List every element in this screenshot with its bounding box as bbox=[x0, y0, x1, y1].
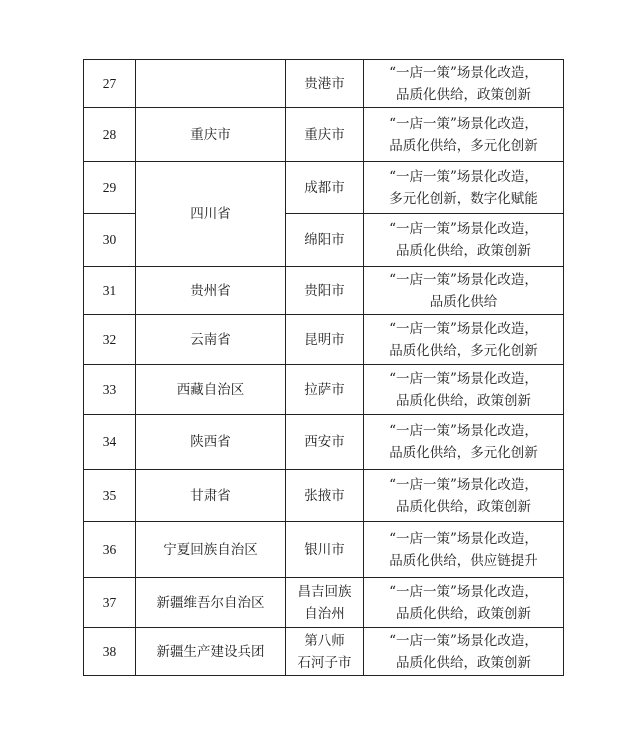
desc-line: “一店一策”场景化改造， bbox=[389, 115, 538, 132]
row-number: 34 bbox=[84, 415, 136, 470]
city-line: 贵港市 bbox=[304, 75, 345, 92]
province-cell bbox=[136, 60, 286, 108]
province-cell: 云南省 bbox=[136, 315, 286, 365]
row-number: 38 bbox=[84, 628, 136, 676]
table-row bbox=[84, 365, 564, 415]
desc-line: 品质化供给，供应链提升 bbox=[389, 552, 538, 569]
row-number: 32 bbox=[84, 315, 136, 365]
row-number: 36 bbox=[84, 522, 136, 578]
table-row bbox=[84, 415, 564, 470]
row-number: 30 bbox=[84, 214, 136, 267]
table-row bbox=[84, 578, 564, 628]
city-line: 昆明市 bbox=[304, 331, 345, 348]
city-cell bbox=[286, 578, 364, 628]
row-number: 35 bbox=[84, 470, 136, 522]
description-cell bbox=[364, 162, 564, 214]
desc-line: 品质化供给 bbox=[429, 293, 498, 310]
desc-line: “一店一策”场景化改造， bbox=[389, 583, 538, 600]
table-row bbox=[84, 267, 564, 315]
description-cell bbox=[364, 214, 564, 267]
city-line: 第八师 bbox=[304, 632, 345, 649]
desc-line: 品质化供给，多元化创新 bbox=[389, 342, 538, 359]
desc-line: “一店一策”场景化改造， bbox=[389, 64, 538, 81]
city-cell bbox=[286, 108, 364, 162]
desc-line: 多元化创新，数字化赋能 bbox=[389, 190, 538, 207]
row-number: 31 bbox=[84, 267, 136, 315]
desc-line: “一店一策”场景化改造， bbox=[389, 423, 538, 439]
province-cell: 四川省 bbox=[136, 162, 286, 267]
desc-line: “一店一策”场景化改造， bbox=[389, 221, 538, 237]
city-line: 绵阳市 bbox=[304, 232, 345, 248]
city-line: 西安市 bbox=[304, 434, 345, 450]
row-number: 33 bbox=[84, 365, 136, 415]
description-cell bbox=[364, 60, 564, 108]
city-cell bbox=[286, 214, 364, 267]
row-number: 37 bbox=[84, 578, 136, 628]
description-cell bbox=[364, 578, 564, 628]
description-cell bbox=[364, 108, 564, 162]
table-row bbox=[84, 470, 564, 522]
province-cell: 贵州省 bbox=[136, 267, 286, 315]
desc-line: “一店一策”场景化改造， bbox=[389, 168, 538, 185]
desc-line: “一店一策”场景化改造， bbox=[389, 530, 538, 547]
row-number: 27 bbox=[84, 60, 136, 108]
city-cell bbox=[286, 470, 364, 522]
table-row bbox=[84, 315, 564, 365]
province-cell: 宁夏回族自治区 bbox=[136, 522, 286, 578]
city-line: 贵阳市 bbox=[304, 282, 345, 299]
city-line: 拉萨市 bbox=[304, 381, 345, 398]
province-cell: 重庆市 bbox=[136, 108, 286, 162]
desc-line: 品质化供给，政策创新 bbox=[396, 243, 531, 259]
city-line: 重庆市 bbox=[304, 126, 345, 143]
desc-line: “一店一策”场景化改造， bbox=[389, 632, 538, 649]
province-cell: 西藏自治区 bbox=[136, 365, 286, 415]
description-cell bbox=[364, 522, 564, 578]
city-cell bbox=[286, 628, 364, 676]
table-row bbox=[84, 162, 564, 214]
city-line: 银川市 bbox=[304, 541, 345, 558]
desc-line: 品质化供给，多元化创新 bbox=[389, 445, 538, 461]
city-cell bbox=[286, 315, 364, 365]
desc-line: 品质化供给，政策创新 bbox=[396, 654, 531, 671]
city-line: 成都市 bbox=[304, 179, 345, 196]
city-cell bbox=[286, 60, 364, 108]
description-cell bbox=[364, 365, 564, 415]
province-cell: 甘肃省 bbox=[136, 470, 286, 522]
desc-line: 品质化供给，政策创新 bbox=[396, 392, 531, 409]
province-cell: 新疆维吾尔自治区 bbox=[136, 578, 286, 628]
description-cell bbox=[364, 470, 564, 522]
city-line: 石河子市 bbox=[297, 654, 352, 671]
province-cell: 新疆生产建设兵团 bbox=[136, 628, 286, 676]
description-cell bbox=[364, 415, 564, 470]
city-line: 张掖市 bbox=[304, 487, 345, 504]
desc-line: 品质化供给，政策创新 bbox=[396, 86, 531, 103]
desc-line: “一店一策”场景化改造， bbox=[389, 271, 538, 288]
city-line: 自治州 bbox=[304, 605, 345, 622]
table-row bbox=[84, 522, 564, 578]
description-cell bbox=[364, 315, 564, 365]
desc-line: “一店一策”场景化改造， bbox=[389, 320, 538, 337]
desc-line: “一店一策”场景化改造， bbox=[389, 476, 538, 493]
table-row bbox=[84, 60, 564, 108]
description-cell bbox=[364, 267, 564, 315]
city-cell bbox=[286, 267, 364, 315]
row-number: 28 bbox=[84, 108, 136, 162]
desc-line: 品质化供给，政策创新 bbox=[396, 498, 531, 515]
city-line: 昌吉回族 bbox=[297, 583, 352, 600]
city-cell bbox=[286, 365, 364, 415]
province-cell: 陕西省 bbox=[136, 415, 286, 470]
city-cell bbox=[286, 162, 364, 214]
table-row bbox=[84, 108, 564, 162]
row-number: 29 bbox=[84, 162, 136, 214]
pilot-city-table bbox=[83, 59, 564, 676]
city-cell bbox=[286, 522, 364, 578]
city-cell bbox=[286, 415, 364, 470]
desc-line: 品质化供给，多元化创新 bbox=[389, 137, 538, 154]
desc-line: 品质化供给，政策创新 bbox=[396, 605, 531, 622]
desc-line: “一店一策”场景化改造， bbox=[389, 370, 538, 387]
table-row bbox=[84, 628, 564, 676]
description-cell bbox=[364, 628, 564, 676]
